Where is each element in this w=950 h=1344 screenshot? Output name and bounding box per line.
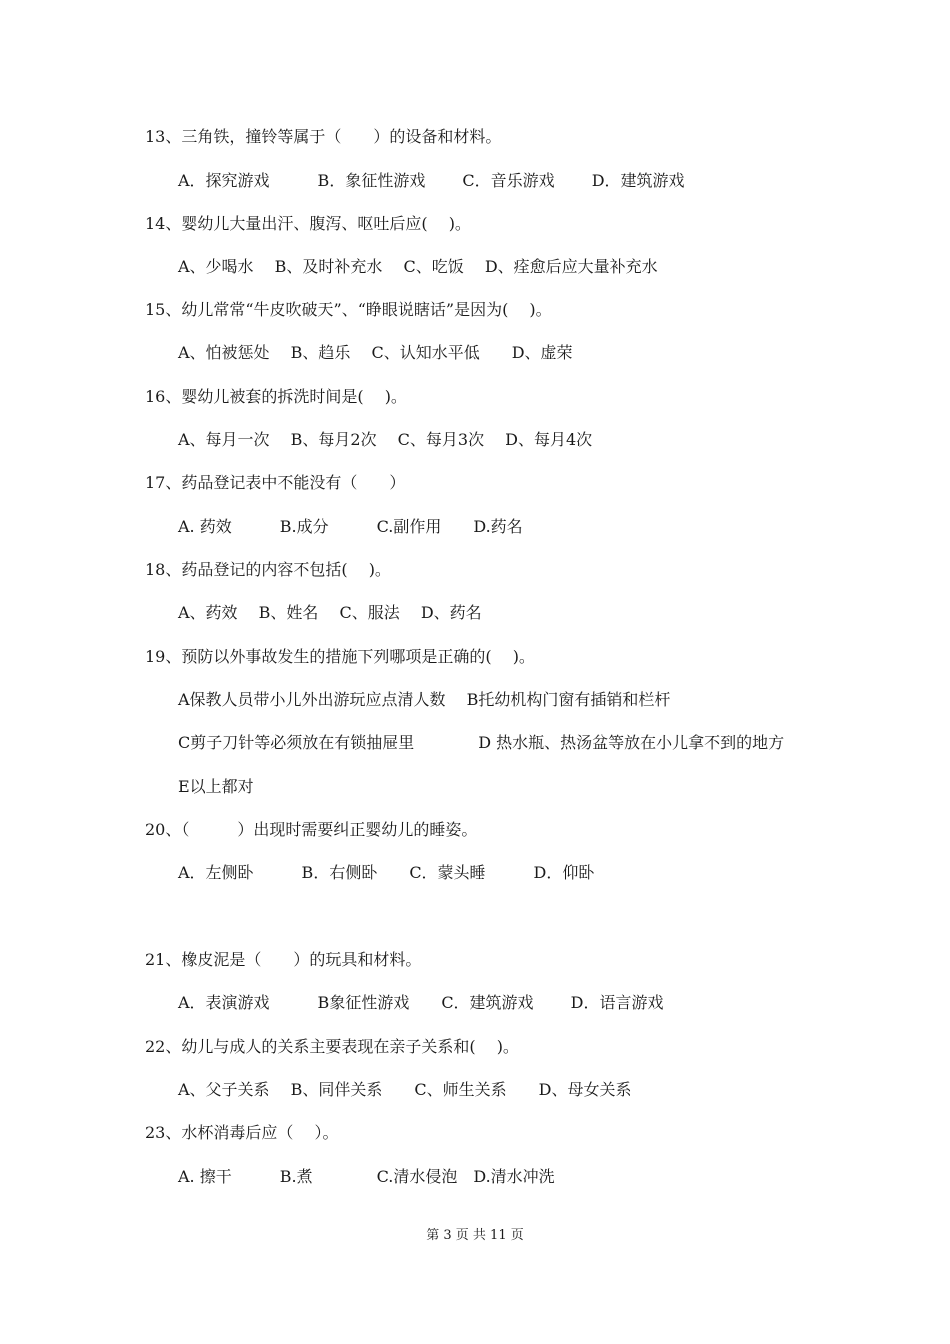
question-13-stem: 13、三角铁，撞铃等属于（ ）的设备和材料。 xyxy=(145,127,502,146)
question-20-stem: 20、（ ）出现时需要纠正婴幼儿的睡姿。 xyxy=(145,820,478,839)
question-19-option-line-1: A保教人员带小儿外出游玩应点清人数 B托幼机构门窗有插销和栏杆 xyxy=(178,690,671,709)
question-14-options: A、少喝水 B、及时补充水 C、吃饭 D、痊愈后应大量补充水 xyxy=(178,257,658,276)
question-23-options: A. 擦干 B.煮 C.清水侵泡 D.清水冲洗 xyxy=(178,1167,555,1186)
question-19-option-line-3: E以上都对 xyxy=(178,777,254,796)
question-16-stem: 16、婴幼儿被套的拆洗时间是( )。 xyxy=(145,387,407,406)
question-15-stem: 15、幼儿常常“牛皮吹破天”、“睁眼说瞎话”是因为( )。 xyxy=(145,300,552,319)
page-number: 第 3 页 共 11 页 xyxy=(426,1228,524,1243)
question-21-options: A．表演游戏 B象征性游戏 C．建筑游戏 D．语言游戏 xyxy=(178,993,664,1012)
question-22-stem: 22、幼儿与成人的关系主要表现在亲子关系和( )。 xyxy=(145,1037,519,1056)
question-19-stem: 19、预防以外事故发生的措施下列哪项是正确的( )。 xyxy=(145,647,535,666)
question-17-stem: 17、药品登记表中不能没有（ ） xyxy=(145,473,406,492)
question-14-stem: 14、婴幼儿大量出汗、腹泻、呕吐后应( )。 xyxy=(145,214,471,233)
question-13-options: A．探究游戏 B．象征性游戏 C．音乐游戏 D．建筑游戏 xyxy=(178,171,685,190)
question-16-options: A、每月一次 B、每月2次 C、每月3次 D、每月4次 xyxy=(178,430,593,449)
question-17-options: A. 药效 B.成分 C.副作用 D.药名 xyxy=(178,517,523,536)
question-18-stem: 18、药品登记的内容不包括( )。 xyxy=(145,560,391,579)
question-23-stem: 23、水杯消毒后应（ ）。 xyxy=(145,1123,339,1142)
question-18-options: A、药效 B、姓名 C、服法 D、药名 xyxy=(178,603,482,622)
question-15-options: A、怕被惩处 B、趋乐 C、认知水平低 D、虚荣 xyxy=(178,343,573,362)
question-21-stem: 21、橡皮泥是（ ）的玩具和材料。 xyxy=(145,950,422,969)
question-20-options: A．左侧卧 B．右侧卧 C．蒙头睡 D．仰卧 xyxy=(178,863,595,882)
question-22-options: A、父子关系 B、同伴关系 C、师生关系 D、母女关系 xyxy=(178,1080,632,1099)
question-19-option-line-2: C剪子刀针等必须放在有锁抽屉里 D 热水瓶、热汤盆等放在小儿拿不到的地方 xyxy=(178,733,785,752)
